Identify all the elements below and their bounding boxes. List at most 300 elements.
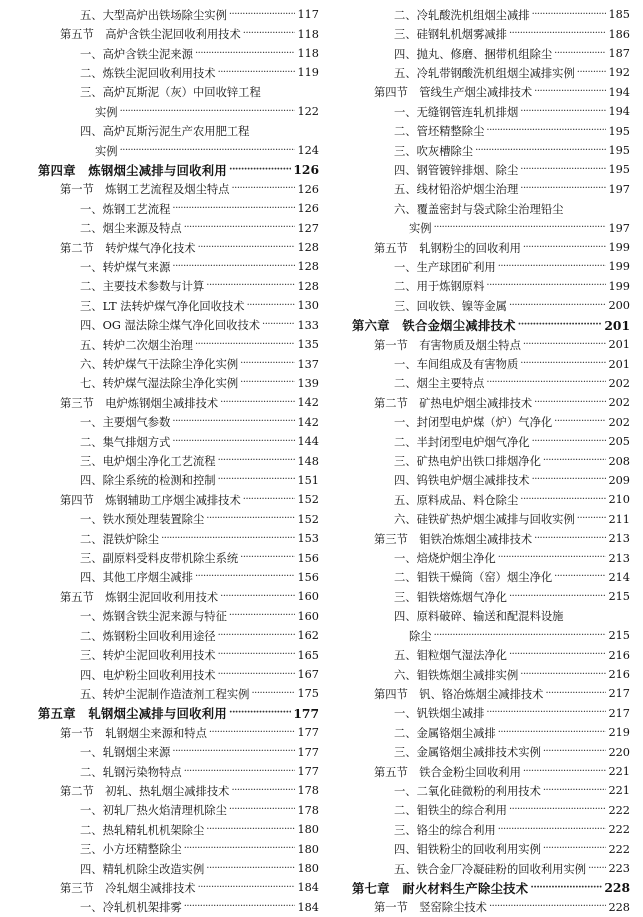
toc-cont-entry[interactable] xyxy=(352,626,630,645)
toc-item-entry[interactable] xyxy=(38,859,319,878)
toc-entry-page-number: 215 xyxy=(608,590,630,604)
toc-item-entry[interactable] xyxy=(352,704,630,723)
toc-entry-page-number: 219 xyxy=(608,726,630,740)
toc-entry-page-number: 133 xyxy=(297,318,319,332)
toc-entry-page-number: 213 xyxy=(608,532,630,546)
dot-leader xyxy=(251,689,295,699)
toc-entry-title: 五、冷轧带钢酸洗机组烟尘减排实例 xyxy=(394,66,575,80)
toc-item-entry[interactable] xyxy=(352,413,630,432)
dot-leader xyxy=(509,29,606,39)
toc-item-entry[interactable] xyxy=(38,898,319,917)
dot-leader xyxy=(220,592,295,602)
dot-leader xyxy=(475,146,606,156)
dot-leader xyxy=(172,437,295,447)
dot-leader xyxy=(206,825,295,835)
dot-leader xyxy=(231,786,295,796)
dot-leader xyxy=(240,378,295,388)
toc-entry-page-number: 160 xyxy=(297,609,319,623)
toc-entry-title: 实例 xyxy=(95,105,118,119)
toc-cont-entry[interactable] xyxy=(38,102,319,121)
toc-entry-page-number: 213 xyxy=(608,551,630,565)
toc-item-entry[interactable] xyxy=(38,257,319,276)
toc-chapter-entry[interactable] xyxy=(352,316,630,335)
toc-item-entry[interactable] xyxy=(352,432,630,451)
toc-section-entry[interactable] xyxy=(352,393,630,412)
toc-item-entry[interactable] xyxy=(38,83,319,102)
dot-leader xyxy=(247,301,296,311)
toc-entry-title: 第二节 转炉煤气净化技术 xyxy=(60,241,196,255)
toc-entry-page-number: 127 xyxy=(297,221,319,235)
toc-item-entry[interactable] xyxy=(352,471,630,490)
toc-item-entry[interactable] xyxy=(352,742,630,761)
dot-leader xyxy=(543,456,607,466)
toc-chapter-entry[interactable] xyxy=(38,160,319,179)
toc-entry-page-number: 217 xyxy=(608,706,630,720)
toc-entry-title: 五、大型高炉出铁场除尘实例 xyxy=(80,8,227,22)
toc-entry-page-number: 216 xyxy=(608,668,630,682)
toc-entry-title: 第五章 轧钢烟尘减排与回收利用 xyxy=(38,707,227,722)
toc-item-entry[interactable] xyxy=(352,568,630,587)
toc-entry-title: 五、铁合金厂冷凝硅粉的回收利用实例 xyxy=(394,862,587,876)
toc-section-entry[interactable] xyxy=(38,393,319,412)
toc-entry-page-number: 124 xyxy=(297,144,319,158)
toc-entry-title: 二、用于炼钢原料 xyxy=(394,280,485,294)
toc-item-entry[interactable] xyxy=(38,296,319,315)
toc-entry-title: 一、轧钢烟尘来源 xyxy=(80,746,171,760)
toc-entry-page-number: 209 xyxy=(608,473,630,487)
toc-entry-page-number: 205 xyxy=(608,435,630,449)
dot-leader xyxy=(520,670,606,680)
toc-entry-title: 第五节 高炉含铁尘泥回收利用技术 xyxy=(60,28,241,42)
toc-entry-title: 四、原料破碎、输送和配混料设施 xyxy=(394,610,564,624)
dot-leader xyxy=(229,708,291,718)
toc-entry-title: 第五节 炼钢尘泥回收利用技术 xyxy=(60,590,219,604)
dot-leader xyxy=(434,223,607,233)
dot-leader xyxy=(509,805,606,815)
toc-item-entry[interactable] xyxy=(38,529,319,548)
toc-item-entry[interactable] xyxy=(38,548,319,567)
toc-entry-title: 第四章 炼钢烟尘减排与回收利用 xyxy=(38,163,227,178)
toc-item-entry[interactable] xyxy=(38,568,319,587)
toc-entry-title: 二、烟尘来源及特点 xyxy=(80,222,182,236)
dot-leader xyxy=(195,340,295,350)
toc-entry-title: 五、转炉二次烟尘治理 xyxy=(80,338,193,352)
toc-entry-page-number: 210 xyxy=(608,493,630,507)
toc-entry-title: 四、高炉瓦斯污泥生产农用肥工程 xyxy=(80,125,250,139)
toc-item-entry[interactable] xyxy=(352,24,630,43)
dot-leader xyxy=(229,10,296,20)
toc-entry-page-number: 178 xyxy=(297,784,319,798)
toc-item-entry[interactable] xyxy=(38,316,319,335)
toc-item-entry[interactable] xyxy=(38,645,319,664)
toc-entry-title: 一、炼钢工艺流程 xyxy=(80,202,171,216)
toc-entry-page-number: 177 xyxy=(293,705,319,721)
toc-entry-title: 一、车间组成及有害物质 xyxy=(394,358,519,372)
toc-entry-page-number: 139 xyxy=(297,376,319,390)
toc-item-entry[interactable] xyxy=(352,160,630,179)
toc-item-entry[interactable] xyxy=(352,859,630,878)
toc-entry-page-number: 144 xyxy=(297,435,319,449)
dot-leader xyxy=(184,844,296,854)
toc-entry-page-number: 197 xyxy=(608,182,630,196)
toc-right-column xyxy=(352,5,630,917)
toc-entry-page-number: 167 xyxy=(297,668,319,682)
toc-cont-entry[interactable] xyxy=(352,218,630,237)
toc-entry-title: 二、热轧精轧机机架除尘 xyxy=(80,823,205,837)
toc-item-entry[interactable] xyxy=(352,801,630,820)
toc-entry-page-number: 201 xyxy=(608,357,630,371)
toc-entry-page-number: 162 xyxy=(297,629,319,643)
toc-item-entry[interactable] xyxy=(38,471,319,490)
toc-entry-page-number: 128 xyxy=(297,279,319,293)
toc-item-entry[interactable] xyxy=(38,413,319,432)
toc-item-entry[interactable] xyxy=(352,665,630,684)
toc-item-entry[interactable] xyxy=(352,121,630,140)
toc-entry-page-number: 126 xyxy=(297,182,319,196)
toc-item-entry[interactable] xyxy=(38,820,319,839)
toc-item-entry[interactable] xyxy=(352,44,630,63)
toc-entry-title: 除尘 xyxy=(409,629,432,643)
toc-cont-entry[interactable] xyxy=(38,141,319,160)
toc-entry-page-number: 220 xyxy=(608,745,630,759)
dot-leader xyxy=(489,902,606,912)
toc-entry-page-number: 177 xyxy=(297,726,319,740)
toc-entry-title: 二、主要技术参数与计算 xyxy=(80,280,205,294)
toc-item-entry[interactable] xyxy=(352,296,630,315)
toc-item-entry[interactable] xyxy=(352,257,630,276)
toc-entry-page-number: 177 xyxy=(297,745,319,759)
toc-entry-title: 四、OG 湿法除尘煤气净化回收技术 xyxy=(80,319,261,333)
dot-leader xyxy=(195,49,295,59)
toc-item-entry[interactable] xyxy=(352,374,630,393)
toc-entry-title: 三、小方坯精整除尘 xyxy=(80,843,182,857)
toc-entry-title: 第二节 初轧、热轧烟尘减排技术 xyxy=(60,784,230,798)
toc-entry-title: 二、轧钢污染物特点 xyxy=(80,765,182,779)
dot-leader xyxy=(172,204,295,214)
toc-entry-page-number: 175 xyxy=(297,687,319,701)
toc-entry-page-number: 200 xyxy=(608,299,630,313)
toc-section-entry[interactable] xyxy=(352,898,630,917)
toc-entry-page-number: 202 xyxy=(608,376,630,390)
dot-leader xyxy=(218,650,296,660)
toc-item-entry[interactable] xyxy=(38,354,319,373)
toc-entry-page-number: 194 xyxy=(608,105,630,119)
dot-leader xyxy=(545,689,606,699)
toc-item-entry[interactable] xyxy=(352,354,630,373)
dot-leader xyxy=(520,495,606,505)
toc-item-entry[interactable] xyxy=(352,490,630,509)
toc-item-entry[interactable] xyxy=(352,180,630,199)
dot-leader xyxy=(229,611,296,621)
toc-section-entry[interactable] xyxy=(352,335,630,354)
toc-entry-title: 一、封闭型电炉煤（炉）气净化 xyxy=(394,416,553,430)
toc-section-entry[interactable] xyxy=(352,529,630,548)
toc-entry-title: 一、无缝钢管连轧机排烟 xyxy=(394,105,519,119)
dot-leader xyxy=(198,883,296,893)
toc-entry-title: 四、抛丸、修磨、捆带机组除尘 xyxy=(394,47,553,61)
toc-entry-page-number: 126 xyxy=(293,162,319,178)
toc-item-entry[interactable] xyxy=(38,665,319,684)
toc-entry-title: 六、转炉煤气干法除尘净化实例 xyxy=(80,358,239,372)
dot-leader xyxy=(262,320,295,330)
toc-item-entry[interactable] xyxy=(352,451,630,470)
dot-leader xyxy=(218,68,296,78)
dot-leader xyxy=(523,243,607,253)
dot-leader xyxy=(206,514,295,524)
toc-entry-page-number: 142 xyxy=(297,415,319,429)
toc-entry-title: 第一节 轧钢烟尘来源和特点 xyxy=(60,726,207,740)
toc-entry-page-number: 192 xyxy=(608,66,630,80)
toc-section-entry[interactable] xyxy=(38,24,319,43)
toc-entry-title: 二、集气排烟方式 xyxy=(80,435,171,449)
toc-entry-page-number: 128 xyxy=(297,241,319,255)
dot-leader xyxy=(498,728,607,738)
toc-entry-title: 三、铬尘的综合利用 xyxy=(394,823,496,837)
toc-entry-title: 第三节 电炉炼钢烟尘减排技术 xyxy=(60,396,219,410)
toc-item-entry[interactable] xyxy=(38,684,319,703)
toc-section-entry[interactable] xyxy=(38,587,319,606)
toc-entry-title: 二、管坯精整除尘 xyxy=(394,125,485,139)
toc-item-entry[interactable] xyxy=(38,451,319,470)
dot-leader xyxy=(486,281,606,291)
dot-leader xyxy=(218,670,296,680)
toc-item-entry[interactable] xyxy=(352,199,630,218)
toc-entry-title: 六、硅铁矿热炉烟尘减排与回收实例 xyxy=(394,513,575,527)
toc-entry-page-number: 180 xyxy=(297,862,319,876)
toc-entry-title: 一、生产球团矿利用 xyxy=(394,260,496,274)
toc-entry-title: 二、混铁炉除尘 xyxy=(80,532,160,546)
toc-item-entry[interactable] xyxy=(38,335,319,354)
dot-leader xyxy=(554,572,606,582)
toc-item-entry[interactable] xyxy=(38,374,319,393)
toc-entry-page-number: 202 xyxy=(608,396,630,410)
toc-entry-title: 一、初轧厂热火焰清理机除尘 xyxy=(80,804,227,818)
toc-entry-title: 第三节 冷轧烟尘减排技术 xyxy=(60,881,196,895)
toc-entry-page-number: 151 xyxy=(297,473,319,487)
toc-entry-page-number: 180 xyxy=(297,842,319,856)
toc-entry-title: 二、炼钢粉尘回收利用途径 xyxy=(80,629,216,643)
dot-leader xyxy=(218,631,296,641)
toc-item-entry[interactable] xyxy=(352,607,630,626)
dot-leader xyxy=(198,243,296,253)
toc-item-entry[interactable] xyxy=(38,277,319,296)
dot-leader xyxy=(543,844,607,854)
toc-entry-title: 二、钼铁干燥筒（窑）烟尘净化 xyxy=(394,571,553,585)
toc-entry-title: 六、钼铁炼烟尘减排实例 xyxy=(394,668,519,682)
toc-entry-title: 三、回收铁、镍等金属 xyxy=(394,299,507,313)
toc-entry-title: 一、冷轧机机架排雾 xyxy=(80,901,182,915)
toc-item-entry[interactable] xyxy=(352,645,630,664)
toc-item-entry[interactable] xyxy=(352,781,630,800)
toc-entry-title: 三、金属铬烟尘减排技术实例 xyxy=(394,746,541,760)
toc-entry-title: 五、线材铅浴炉烟尘治理 xyxy=(394,183,519,197)
toc-entry-title: 实例 xyxy=(95,144,118,158)
toc-chapter-entry[interactable] xyxy=(38,704,319,723)
toc-item-entry[interactable] xyxy=(38,801,319,820)
toc-entry-title: 一、炼钢含铁尘泥来源与特征 xyxy=(80,610,227,624)
toc-item-entry[interactable] xyxy=(38,742,319,761)
dot-leader xyxy=(243,29,296,39)
toc-item-entry[interactable] xyxy=(38,199,319,218)
dot-leader xyxy=(498,825,607,835)
toc-entry-page-number: 201 xyxy=(608,338,630,352)
toc-item-entry[interactable] xyxy=(38,5,319,24)
toc-entry-title: 五、原料成品、料仓除尘 xyxy=(394,493,519,507)
toc-entry-page-number: 165 xyxy=(297,648,319,662)
toc-entry-title: 四、钢管镀锌排烟、除尘 xyxy=(394,163,519,177)
toc-entry-title: 二、炼铁尘泥回收利用技术 xyxy=(80,66,216,80)
toc-entry-title: 六、覆盖密封与袋式除尘治理铅尘 xyxy=(394,202,564,216)
dot-leader xyxy=(543,786,607,796)
dot-leader xyxy=(229,805,296,815)
toc-entry-page-number: 201 xyxy=(604,317,630,333)
dot-leader xyxy=(509,301,606,311)
toc-entry-page-number: 222 xyxy=(608,842,630,856)
dot-leader xyxy=(184,767,296,777)
toc-item-entry[interactable] xyxy=(38,121,319,140)
dot-leader xyxy=(218,456,296,466)
toc-item-entry[interactable] xyxy=(352,587,630,606)
toc-entry-page-number: 117 xyxy=(297,8,319,22)
dot-leader xyxy=(530,883,602,893)
toc-item-entry[interactable] xyxy=(38,762,319,781)
toc-entry-page-number: 153 xyxy=(297,532,319,546)
toc-entry-title: 三、LT 法转炉煤气净化回收技术 xyxy=(80,299,245,313)
dot-leader xyxy=(184,902,296,912)
toc-section-entry[interactable] xyxy=(38,490,319,509)
toc-section-entry[interactable] xyxy=(352,684,630,703)
toc-entry-page-number: 177 xyxy=(297,765,319,779)
toc-entry-title: 一、铁水预处理装置除尘 xyxy=(80,513,205,527)
toc-entry-page-number: 137 xyxy=(297,357,319,371)
dot-leader xyxy=(172,262,295,272)
toc-section-entry[interactable] xyxy=(38,723,319,742)
toc-item-entry[interactable] xyxy=(38,44,319,63)
dot-leader xyxy=(518,320,603,330)
toc-entry-page-number: 222 xyxy=(608,803,630,817)
toc-entry-title: 三、矿热电炉出铁口排烟净化 xyxy=(394,455,541,469)
toc-section-entry[interactable] xyxy=(38,238,319,257)
dot-leader xyxy=(543,747,607,757)
toc-entry-title: 三、吹灰槽除尘 xyxy=(394,144,474,158)
toc-entry-title: 一、钒铁烟尘减排 xyxy=(394,707,485,721)
toc-item-entry[interactable] xyxy=(352,820,630,839)
toc-entry-page-number: 122 xyxy=(297,105,319,119)
toc-section-entry[interactable] xyxy=(352,762,630,781)
toc-entry-title: 第四节 炼钢辅助工序烟尘减排技术 xyxy=(60,493,241,507)
toc-entry-title: 第四节 管线生产烟尘减排技术 xyxy=(374,86,533,100)
toc-item-entry[interactable] xyxy=(38,607,319,626)
toc-entry-page-number: 217 xyxy=(608,687,630,701)
dot-leader xyxy=(206,281,295,291)
toc-entry-page-number: 185 xyxy=(608,8,630,22)
toc-item-entry[interactable] xyxy=(352,510,630,529)
dot-leader xyxy=(520,184,606,194)
toc-item-entry[interactable] xyxy=(38,218,319,237)
toc-item-entry[interactable] xyxy=(352,548,630,567)
toc-entry-page-number: 126 xyxy=(297,202,319,216)
dot-leader xyxy=(498,553,607,563)
toc-entry-page-number: 216 xyxy=(608,648,630,662)
toc-item-entry[interactable] xyxy=(38,432,319,451)
toc-entry-title: 四、除尘系统的检测和控制 xyxy=(80,474,216,488)
toc-entry-page-number: 128 xyxy=(297,260,319,274)
dot-leader xyxy=(229,165,291,175)
toc-entry-title: 第一节 有害物质及烟尘特点 xyxy=(374,338,521,352)
toc-entry-title: 二、烟尘主要特点 xyxy=(394,377,485,391)
toc-section-entry[interactable] xyxy=(38,781,319,800)
toc-entry-title: 三、副原料受料皮带机除尘系统 xyxy=(80,552,239,566)
toc-entry-title: 第二节 矿热电炉烟尘减排技术 xyxy=(374,396,533,410)
toc-entry-page-number: 118 xyxy=(297,27,319,41)
toc-entry-page-number: 184 xyxy=(297,900,319,914)
toc-entry-page-number: 160 xyxy=(297,590,319,604)
toc-entry-page-number: 119 xyxy=(297,66,319,80)
toc-entry-title: 四、钨铁电炉烟尘减排技术 xyxy=(394,474,530,488)
toc-item-entry[interactable] xyxy=(38,510,319,529)
toc-item-entry[interactable] xyxy=(352,63,630,82)
toc-section-entry[interactable] xyxy=(38,180,319,199)
toc-entry-page-number: 221 xyxy=(608,765,630,779)
toc-entry-page-number: 228 xyxy=(608,900,630,914)
toc-entry-title: 五、转炉尘泥制作造渣剂工程实例 xyxy=(80,687,250,701)
dot-leader xyxy=(240,553,295,563)
dot-leader xyxy=(184,223,296,233)
toc-item-entry[interactable] xyxy=(38,839,319,858)
toc-item-entry[interactable] xyxy=(352,102,630,121)
toc-entry-title: 二、金属铬烟尘减排 xyxy=(394,726,496,740)
toc-entry-page-number: 214 xyxy=(608,570,630,584)
dot-leader xyxy=(220,398,295,408)
dot-leader xyxy=(554,417,606,427)
dot-leader xyxy=(240,359,295,369)
dot-leader xyxy=(520,359,606,369)
dot-leader xyxy=(532,475,607,485)
dot-leader xyxy=(195,572,295,582)
toc-entry-page-number: 156 xyxy=(297,570,319,584)
dot-leader xyxy=(231,184,295,194)
toc-entry-page-number: 186 xyxy=(608,27,630,41)
toc-section-entry[interactable] xyxy=(352,83,630,102)
toc-section-entry[interactable] xyxy=(352,238,630,257)
toc-entry-title: 一、二氧化硅微粉的利用技术 xyxy=(394,784,541,798)
toc-entry-page-number: 215 xyxy=(608,629,630,643)
toc-item-entry[interactable] xyxy=(352,141,630,160)
toc-entry-title: 三、硅钢轧机烟雾减排 xyxy=(394,28,507,42)
toc-item-entry[interactable] xyxy=(352,839,630,858)
dot-leader xyxy=(486,378,606,388)
toc-chapter-entry[interactable] xyxy=(352,878,630,897)
toc-item-entry[interactable] xyxy=(38,626,319,645)
dot-leader xyxy=(498,262,607,272)
toc-entry-title: 四、精轧机除尘改造实例 xyxy=(80,862,205,876)
toc-entry-title: 三、钼铁熔炼烟气净化 xyxy=(394,590,507,604)
toc-section-entry[interactable] xyxy=(38,878,319,897)
toc-entry-page-number: 118 xyxy=(297,47,319,61)
toc-entry-title: 七、转炉煤气湿法除尘净化实例 xyxy=(80,377,239,391)
toc-entry-title: 一、高炉含铁尘泥来源 xyxy=(80,47,193,61)
toc-entry-page-number: 142 xyxy=(297,396,319,410)
toc-entry-page-number: 199 xyxy=(608,260,630,274)
toc-item-entry[interactable] xyxy=(352,723,630,742)
toc-entry-title: 五、钼粒烟气湿法净化 xyxy=(394,649,507,663)
toc-entry-page-number: 199 xyxy=(608,241,630,255)
toc-item-entry[interactable] xyxy=(352,5,630,24)
toc-entry-title: 一、转炉煤气来源 xyxy=(80,260,171,274)
toc-entry-title: 第六章 铁合金烟尘减排技术 xyxy=(352,319,516,334)
toc-item-entry[interactable] xyxy=(38,63,319,82)
toc-item-entry[interactable] xyxy=(352,277,630,296)
